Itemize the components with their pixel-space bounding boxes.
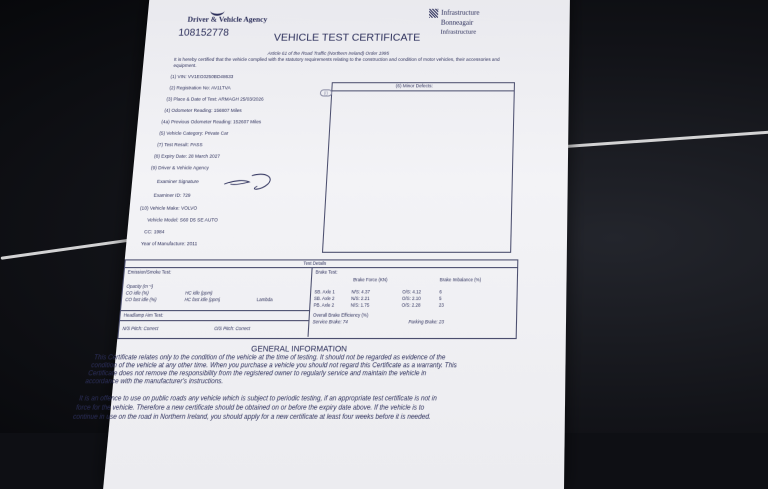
headlamp-test-title: Headlamp Aim Test: <box>123 312 164 318</box>
field-test-result: (7) Test Result: PASS <box>156 142 203 148</box>
infrastructure-logo-icon <box>429 9 438 18</box>
certification-statement: It is hereby certified that the vehicle complied with the statutory requirements relating to the construction and condition of motor vehicles, their accessories and equipment. <box>173 56 500 68</box>
general-info-line: continue in use on the road in Northern Ireland, you should apply for a new certificate at least four weeks before it is needed. <box>72 414 431 422</box>
headlamp-line <box>119 320 309 321</box>
hc-fast-idle-label: HC fast idle (ppm) <box>184 296 221 303</box>
certificate-number: 108152778 <box>177 27 230 39</box>
field-previous-odometer: (4a) Previous Odometer Reading: 152607 Miles <box>161 119 262 125</box>
infrastructure-logo-line2: Bonneagair <box>440 18 474 27</box>
os-pitch: O/S Pitch: Correct <box>213 325 251 332</box>
brake-force-header: Brake Force (KN) <box>353 276 388 283</box>
axle-imbalance: 23 <box>438 302 444 308</box>
general-info-line: accordance with the manufacturer's instructions. <box>84 378 224 386</box>
vehicle-model: Vehicle Model: S60 D5 SE AUTO <box>147 217 219 223</box>
field-place-date: (3) Place & Date of Test: ARMAGH 25/03/2026 <box>166 96 264 102</box>
co-idle-label: CO idle (%) <box>125 290 150 296</box>
opacity-label: Opacity (m⁻¹) <box>126 283 154 290</box>
parking-brake: Parking Brake: 23 <box>408 318 445 325</box>
examiner-id: Examiner ID: 729 <box>153 192 191 198</box>
ns-pitch: N/S Pitch: Correct <box>122 325 159 332</box>
emission-test-title: Emission/Smoke Test: <box>127 269 172 275</box>
general-info-title: GENERAL INFORMATION <box>250 343 348 354</box>
general-info-line: Certificate does not remove the responsibility from the registered owner to regularly service and maintain the vehicle in <box>87 370 427 378</box>
hc-idle-label: HC idle (ppm) <box>184 290 213 296</box>
axle-row: SB. Axle 1 <box>314 289 336 295</box>
general-info-line: This Certificate relates only to the condition of the vehicle at the time of testing. It should not be regarded as evidence of the <box>93 354 446 362</box>
field-vin: (1) VIN: VV1EG0250BD48633 <box>170 74 234 80</box>
defects-stamp-icon: (i) <box>320 89 332 96</box>
test-details-header-line <box>124 267 517 268</box>
brake-efficiency-title: Overall Brake Efficiency (%) <box>312 312 369 318</box>
field-registration: (2) Registration No: AV11TVA <box>169 85 231 91</box>
minor-defects-header-line <box>331 90 514 91</box>
article-reference: Article 61 of the Road Traffic (Northern Ireland) Order 1995 <box>267 50 390 56</box>
field-issuing-agency: (9) Driver & Vehicle Agency <box>150 165 210 171</box>
axle-imbalance: 6 <box>439 289 442 295</box>
service-brake: Service Brake: 74 <box>312 318 348 325</box>
axle-ns: N/S: 1.75 <box>350 302 370 308</box>
general-info-line: It is an offence to use on public roads any vehicle which is subject to periodic testing, if an appropriate test certificate is not in <box>78 395 437 403</box>
test-details-title: Test Details <box>303 260 327 266</box>
infrastructure-logo-line1: Infrastructure <box>441 8 480 17</box>
minor-defects-title: (6) Minor Defects: <box>395 83 434 89</box>
brake-imbalance-header: Brake Imbalance (%) <box>439 276 482 283</box>
emission-bottom-line <box>120 310 309 311</box>
axle-ns: N/S: 2.21 <box>350 295 370 302</box>
agency-name: Driver & Vehicle Agency <box>187 14 268 24</box>
axle-os: O/S: 4.12 <box>402 289 422 295</box>
axle-row: SB. Axle 2 <box>313 295 335 302</box>
year-of-manufacture: Year of Manufacture: 2011 <box>140 240 198 247</box>
axle-os: O/S: 2.10 <box>401 295 421 302</box>
field-odometer: (4) Odometer Reading: 156807 Miles <box>164 107 242 113</box>
certificate-title: VEHICLE TEST CERTIFICATE <box>273 31 421 44</box>
axle-ns: N/S: 4.37 <box>351 289 371 295</box>
examiner-signature-label: Examiner Signature <box>156 178 200 185</box>
brake-test-title: Brake Test: <box>315 269 338 275</box>
axle-os: O/S: 2.28 <box>401 302 421 308</box>
general-info-line: force for the vehicle. Therefore a new certificate should be obtained on or before the expiry date above. If the vehicle is to <box>75 405 425 412</box>
vehicle-make: (10) Vehicle Make: VOLVO <box>139 205 198 211</box>
examiner-signature <box>219 169 293 192</box>
co-fast-idle-label: CO fast idle (%) <box>124 296 157 303</box>
field-vehicle-category: (5) Vehicle Category: Private Car <box>159 130 229 136</box>
axle-row: PB. Axle 2 <box>313 302 335 308</box>
vehicle-cc: CC: 1984 <box>143 229 165 235</box>
field-expiry-date: (8) Expiry Date: 28 March 2027 <box>153 153 221 159</box>
general-info-line: condition of the vehicle at any other time. When you purchase a vehicle you should not regard this Certificate as a warranty. This <box>90 362 457 370</box>
lambda-label: Lambda <box>256 296 273 303</box>
vehicle-test-certificate <box>72 0 570 489</box>
axle-imbalance: 5 <box>438 295 442 302</box>
minor-defects-box <box>322 82 515 253</box>
infrastructure-logo-line3: Infrastructure <box>440 28 477 36</box>
